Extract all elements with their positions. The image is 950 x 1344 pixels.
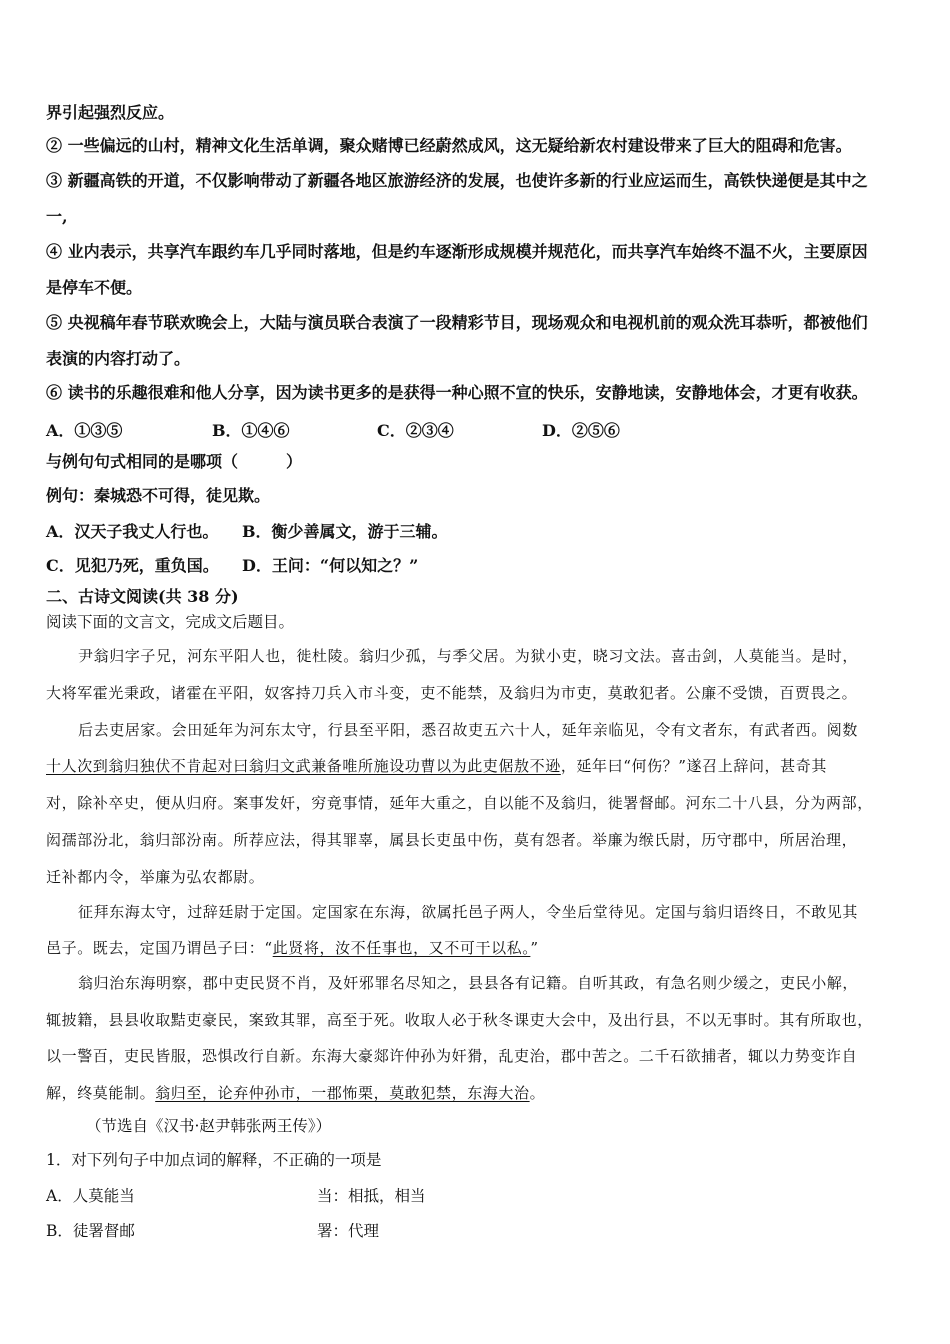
q2-option-a[interactable]: A．汉天子我丈人行也。 (46, 522, 219, 541)
q2-option-d[interactable]: D．王问：“何以知之？” (242, 556, 419, 575)
q1-option-a[interactable]: A．人莫能当 (46, 1187, 135, 1205)
option-c[interactable]: C．②③④ (377, 421, 454, 440)
passage-line: 辄披籍，县县收取黠吏豪民，案致其罪，高至于死。收取人必于秋冬课吏大会中，及出行县，不以无事时。其有所取也， (46, 1011, 873, 1029)
passage-line: 后去吏居家。会田延年为河东太守，行县至平阳，悉召故吏五六十人，延年亲临见，令有文者东，有武者西。阅数 (78, 721, 859, 739)
underlined-sentence: 翁归至，论弃仲孙市，一郡怖栗，莫敢犯禁，东海大治 (155, 1084, 530, 1102)
sentence-3: ③ 新疆高铁的开道，不仅影响带动了新疆各地区旅游经济的发展，也使许多新的行业应运而生，高铁快递便是其中之 (46, 171, 868, 190)
passage-line: 翁归治东海明察，郡中吏民贤不肖，及奸邪罪名尽知之，县县各有记籍。自听其政，有急名则少缓之，吏民小解， (78, 974, 859, 992)
passage-line: 迁补都内令，举廉为弘农都尉。 (46, 868, 265, 886)
option-b[interactable]: B．①④⑥ (212, 421, 290, 440)
q1-option-a-answer: 当：相抵，相当 (317, 1187, 426, 1205)
underlined-sentence: 此贤将，汝不任事也，又不可干以私。 (272, 939, 531, 957)
q1-option-b[interactable]: B．徒署督邮 (46, 1222, 135, 1240)
question-1-stem: 1．对下列句子中加点词的解释，不正确的一项是 (46, 1151, 382, 1169)
passage-line: 以一警百，吏民皆服，恐惧改行自新。东海大豪郯许仲孙为奸猾，乱吏治，郡中苦之。二千石欲捕者，辄以力势变诈自 (46, 1047, 858, 1065)
sentence-6: ⑥ 读书的乐趣很难和他人分享，因为读书更多的是获得一种心照不宣的快乐，安静地读，安静地体会，才更有收获。 (46, 383, 868, 402)
passage-line (46, 938, 539, 958)
sentence-4-cont: 是停车不便。 (46, 278, 143, 297)
passage-line: 对，除补卒史，便从归府。案事发奸，穷竟事情，延年大重之，自以能不及翁归，徙署督邮。河东二十八县，分为两部， (46, 794, 873, 812)
sentence-4: ④ 业内表示，共享汽车跟约车几乎同时落地，但是约车逐渐形成规模并规范化，而共享汽车始终不温不火，主要原因 (46, 242, 868, 261)
passage-line (46, 1083, 545, 1103)
question-stem: 与例句句式相同的是哪项（ ） (46, 452, 303, 471)
q1-option-b-answer: 署：代理 (317, 1222, 380, 1240)
q2-option-b[interactable]: B．衡少善属文，游于三辅。 (242, 522, 448, 541)
section-title: 二、古诗文阅读(共 38 分) (46, 587, 239, 606)
underlined-sentence: 十人次到翁归独伏不肯起对曰翁归文武兼备唯所施设功曹以为此吏倨敖不逊 (46, 757, 561, 775)
section-instruction: 阅读下面的文言文，完成文后题目。 (46, 613, 295, 631)
passage-text: 解，终莫能制。 (46, 1084, 156, 1102)
sentence-1-tail: 界引起强烈反应。 (46, 103, 175, 122)
sentence-5: ⑤ 央视稿年春节联欢晚会上，大陆与演员联合表演了一段精彩节目，现场观众和电视机前的观众洗耳恭听，都被他们 (46, 313, 868, 332)
passage-source: （节选自《汉书·赵尹韩张两王传》） (86, 1117, 332, 1135)
option-a[interactable]: A．①③⑤ (46, 421, 123, 440)
passage-text: 邑子。既去，定国乃谓邑子曰：“ (46, 939, 273, 957)
passage-text: ，延年曰“何伤？”遂召上辞问，甚奇其 (560, 757, 827, 775)
example-sentence: 例句：秦城恐不可得，徒见欺。 (46, 486, 271, 505)
sentence-2: ② 一些偏远的山村，精神文化生活单调，聚众赌博已经蔚然成风，这无疑给新农村建设带来了巨大的阻碍和危害。 (46, 136, 852, 155)
passage-text: ” (530, 939, 539, 957)
passage-line (46, 756, 827, 776)
q2-option-c[interactable]: C．见犯乃死，重负国。 (46, 556, 219, 575)
passage-line: 征拜东海太守，过辞廷尉于定国。定国家在东海，欲属托邑子两人，令坐后堂待见。定国与翁归语终日，不敢见其 (78, 903, 859, 921)
passage-line: 大将军霍光秉政，诸霍在平阳，奴客持刀兵入市斗变，吏不能禁，及翁归为市吏，莫敢犯者。公廉不受馈，百贾畏之。 (46, 684, 858, 702)
sentence-3-cont: 一, (46, 207, 68, 226)
passage-line: 尹翁归字子兄，河东平阳人也，徙杜陵。翁归少孤，与季父居。为狱小吏，晓习文法。喜击剑，人莫能当。是时， (78, 647, 859, 665)
passage-text: 。 (529, 1084, 546, 1102)
option-d[interactable]: D．②⑤⑥ (542, 421, 620, 440)
passage-line: 闳孺部汾北，翁归部汾南。所荐应法，得其罪辜，属县长吏虽中伤，莫有怨者。举廉为缑氏尉，历守郡中，所居治理， (46, 831, 858, 849)
sentence-5-cont: 表演的内容打动了。 (46, 349, 191, 368)
